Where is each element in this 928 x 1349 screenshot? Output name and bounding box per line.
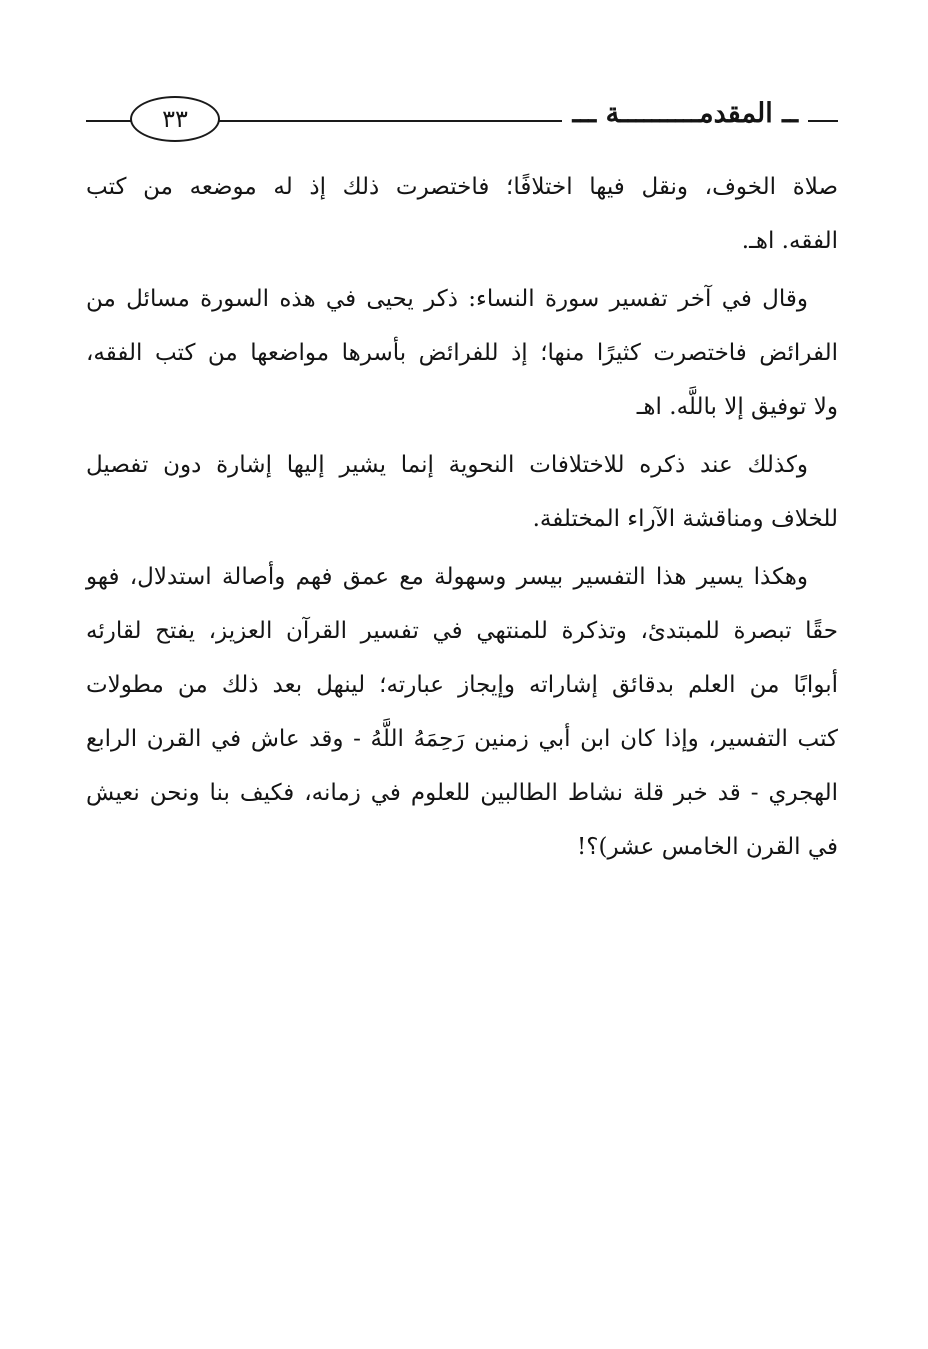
text-line: صلاة الخوف، ونقل فيها اختلافًا؛ فاختصرت ذلك إذ له موضعه من كتب (86, 174, 838, 200)
text-line: ولا توفيق إلا باللَّه. اهـ (636, 394, 838, 420)
text-line: وهكذا يسير هذا التفسير بيسر وسهولة مع عمق فهم وأصالة استدلال، فهو (86, 564, 808, 590)
text-line: وقال في آخر تفسير سورة النساء: ذكر يحيى في هذه السورة مسائل من (86, 286, 808, 312)
paragraph (86, 438, 838, 546)
text-line: الهجري - قد خبر قلة نشاط الطالبين للعلوم في زمانه، فكيف بنا ونحن نعيش (86, 780, 838, 806)
paragraph (86, 272, 838, 434)
text-line: حقًا تبصرة للمبتدئ، وتذكرة للمنتهي في تفسير القرآن العزيز، يفتح لقارئه (86, 618, 838, 644)
text-line: الفقه. اهـ. (741, 228, 838, 254)
text-line: وكذلك عند ذكره للاختلافات النحوية إنما يشير إليها إشارة دون تفصيل (86, 452, 808, 478)
text-line: للخلاف ومناقشة الآراء المختلفة. (532, 506, 838, 532)
body-text (86, 160, 838, 874)
text-line: كتب التفسير، وإذا كان ابن أبي زمنين رَحِمَهُ اللَّهُ - وقد عاش في القرن الرابع (86, 726, 838, 752)
page-number: ٣٣ (130, 96, 220, 142)
text-line: أبوابًا من العلم بدقائق إشاراته وإيجاز عبارته؛ لينهل بعد ذلك من مطولات (86, 672, 838, 698)
section-title: ــ المقدمــــــــــة ـــ (562, 94, 808, 134)
paragraph (86, 160, 838, 268)
paragraph (86, 550, 838, 874)
text-line: في القرن الخامس عشر)؟! (577, 834, 838, 860)
page-header (86, 90, 838, 146)
text-line: الفرائض فاختصرت كثيرًا منها؛ إذ للفرائض بأسرها مواضعها من كتب الفقه، (86, 340, 838, 366)
